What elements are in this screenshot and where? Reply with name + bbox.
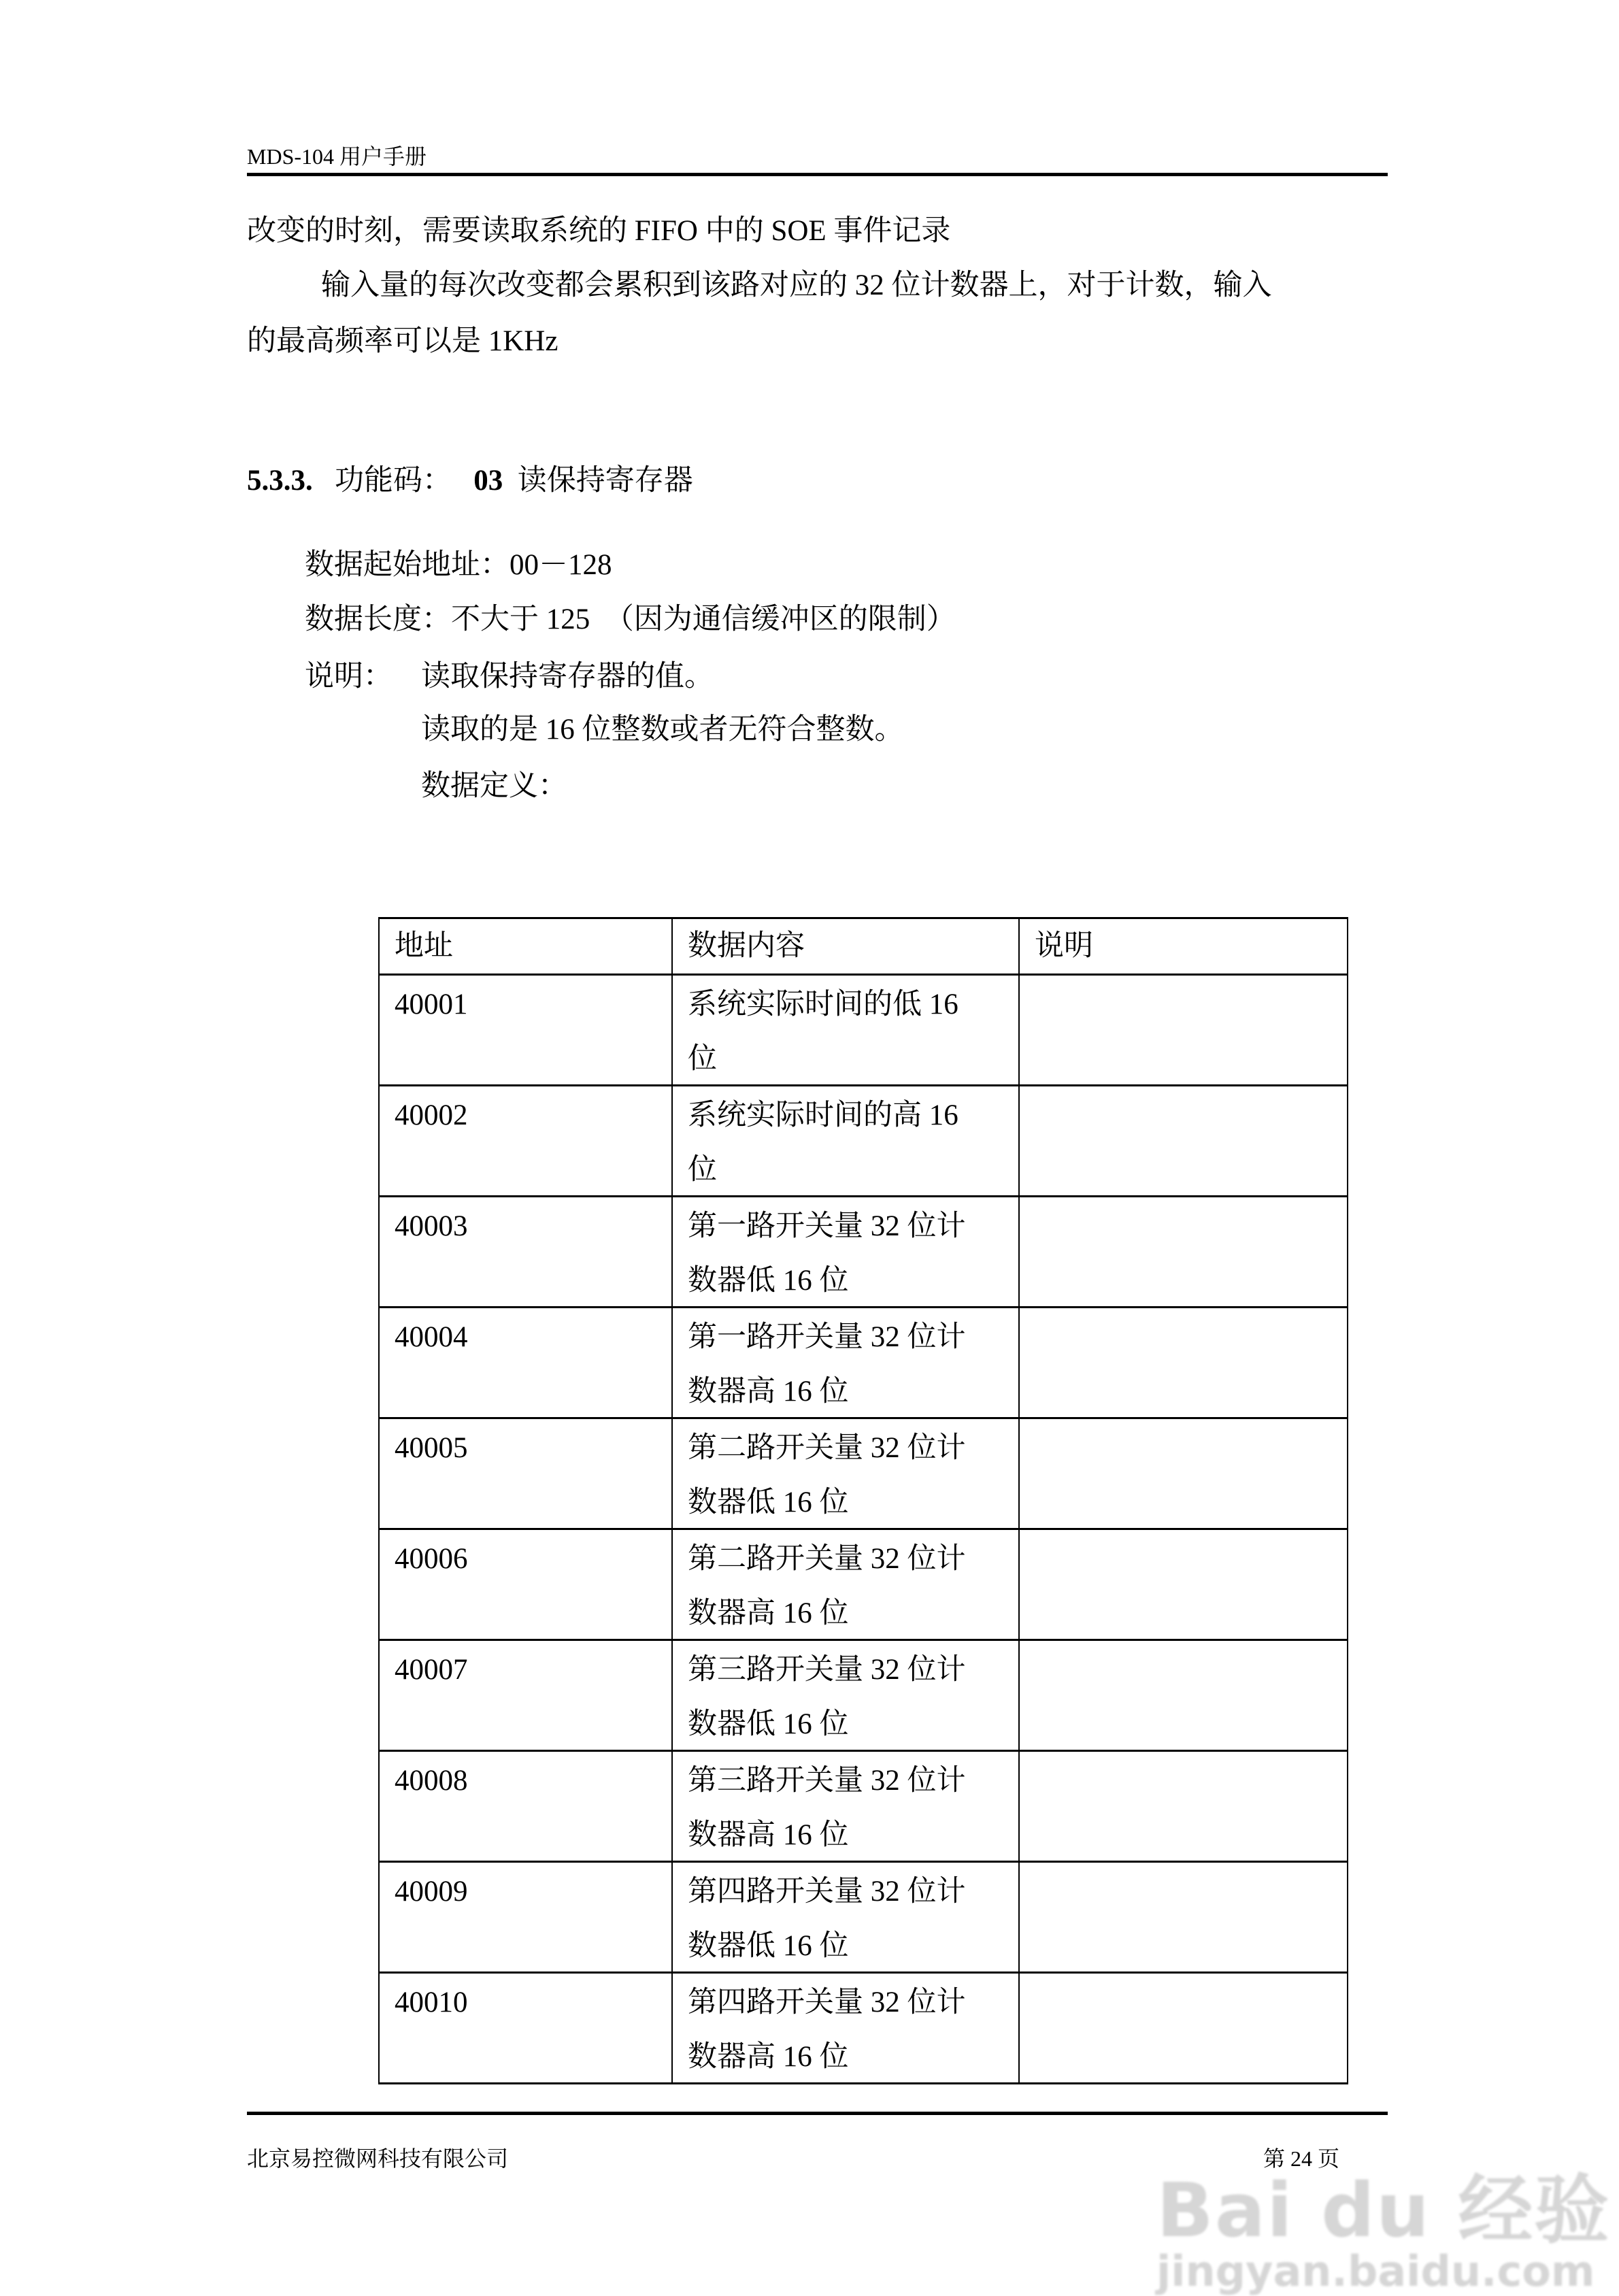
content-line: 第一路开关量 32 位计 xyxy=(688,1321,966,1353)
address-text: 40008 xyxy=(395,1765,468,1797)
content-line: 数器高 16 位 xyxy=(688,1819,849,1851)
address-text: 40006 xyxy=(395,1543,468,1575)
table-row xyxy=(379,1862,1348,1973)
content-line: 数器高 16 位 xyxy=(688,1376,849,1408)
data-definition-label: 数据定义： xyxy=(421,770,567,802)
cell-content xyxy=(672,1308,1019,1418)
cell-note xyxy=(1019,1973,1348,2084)
header-rule xyxy=(247,173,1388,176)
table-row xyxy=(379,1751,1348,1862)
content-line: 第四路开关量 32 位计 xyxy=(688,1986,966,2018)
cell-address xyxy=(379,1418,672,1529)
cell-note xyxy=(1019,1640,1348,1751)
cell-content xyxy=(672,1751,1019,1862)
content-line: 数器低 16 位 xyxy=(688,1486,849,1518)
cell-note xyxy=(1019,1418,1348,1529)
content-line: 系统实际时间的低 16 xyxy=(688,988,958,1020)
document-header-title: MDS-104 用户手册 xyxy=(247,144,427,169)
start-address: 数据起始地址：00－128 xyxy=(305,549,612,581)
cell-note xyxy=(1019,1862,1348,1973)
footer-page-number: 第 24 页 xyxy=(1263,2146,1340,2171)
table-row xyxy=(379,1418,1348,1529)
cell-content xyxy=(672,1640,1019,1751)
watermark-brand: Bai du 经验 xyxy=(1156,2167,1611,2254)
address-text: 40002 xyxy=(395,1099,468,1131)
cell-content xyxy=(672,1973,1019,2084)
section-title: 读保持寄存器 xyxy=(517,465,693,497)
cell-address xyxy=(379,1197,672,1308)
section-heading xyxy=(247,457,693,499)
cell-address xyxy=(379,975,672,1086)
table-header-row xyxy=(379,918,1348,975)
section-title-prefix: 功能码： xyxy=(335,465,452,497)
address-text: 40005 xyxy=(395,1432,468,1464)
address-text: 40003 xyxy=(395,1210,468,1242)
cell-address xyxy=(379,1308,672,1418)
content-line: 第一路开关量 32 位计 xyxy=(688,1210,966,1242)
table-row xyxy=(379,1308,1348,1418)
address-text: 40001 xyxy=(395,988,468,1020)
content-line: 位 xyxy=(688,1154,717,1186)
content-line: 数器低 16 位 xyxy=(688,1930,849,1962)
cell-address xyxy=(379,1751,672,1862)
cell-address xyxy=(379,1086,672,1197)
cell-content xyxy=(672,1862,1019,1973)
table-row xyxy=(379,1086,1348,1197)
cell-content xyxy=(672,1086,1019,1197)
description-text: 读取保持寄存器的值。 xyxy=(421,661,714,693)
description-label: 说明： xyxy=(305,661,393,693)
cell-note xyxy=(1019,1086,1348,1197)
cell-address xyxy=(379,1640,672,1751)
cell-note xyxy=(1019,1308,1348,1418)
address-text: 40009 xyxy=(395,1876,468,1908)
paragraph-line: 改变的时刻，需要读取系统的 FIFO 中的 SOE 事件记录 xyxy=(247,215,951,247)
data-length: 数据长度：不大于 125 （因为通信缓冲区的限制） xyxy=(305,603,956,635)
address-text: 40004 xyxy=(395,1321,468,1353)
footer-company: 北京易控微网科技有限公司 xyxy=(247,2146,509,2171)
content-line: 第二路开关量 32 位计 xyxy=(688,1432,966,1464)
cell-content xyxy=(672,1197,1019,1308)
column-header-content: 数据内容 xyxy=(672,918,1019,975)
content-line: 第三路开关量 32 位计 xyxy=(688,1765,966,1797)
cell-note xyxy=(1019,1529,1348,1640)
content-line: 第四路开关量 32 位计 xyxy=(688,1876,966,1908)
baidu-watermark xyxy=(1156,2167,1611,2296)
table-row xyxy=(379,1973,1348,2084)
column-header-address: 地址 xyxy=(379,918,672,975)
content-line: 数器低 16 位 xyxy=(688,1265,849,1297)
content-line: 位 xyxy=(688,1043,717,1075)
cell-note xyxy=(1019,975,1348,1086)
cell-content xyxy=(672,975,1019,1086)
section-code: 03 xyxy=(473,465,503,497)
watermark-url: jingyan.baidu.com xyxy=(1156,2246,1595,2296)
content-line: 第三路开关量 32 位计 xyxy=(688,1654,966,1686)
address-text: 40010 xyxy=(395,1986,468,2018)
content-line: 系统实际时间的高 16 xyxy=(688,1099,958,1131)
cell-content xyxy=(672,1529,1019,1640)
footer-rule xyxy=(247,2112,1388,2115)
content-line: 数器低 16 位 xyxy=(688,1708,849,1740)
content-line: 第二路开关量 32 位计 xyxy=(688,1543,966,1575)
table-row xyxy=(379,1197,1348,1308)
table-row xyxy=(379,1529,1348,1640)
column-header-note: 说明 xyxy=(1019,918,1348,975)
content-line: 数器高 16 位 xyxy=(688,1597,849,1629)
cell-address xyxy=(379,1973,672,2084)
cell-address xyxy=(379,1862,672,1973)
paragraph-line: 输入量的每次改变都会累积到该路对应的 32 位计数器上，对于计数，输入 xyxy=(321,269,1272,301)
cell-note xyxy=(1019,1197,1348,1308)
cell-address xyxy=(379,1529,672,1640)
paragraph-line: 的最高频率可以是 1KHz xyxy=(247,325,558,357)
register-table xyxy=(378,917,1348,2084)
description-text: 读取的是 16 位整数或者无符合整数。 xyxy=(421,714,904,746)
section-number: 5.3.3. xyxy=(247,465,313,497)
table-row xyxy=(379,975,1348,1086)
address-text: 40007 xyxy=(395,1654,468,1686)
cell-content xyxy=(672,1418,1019,1529)
content-line: 数器高 16 位 xyxy=(688,2041,849,2073)
cell-note xyxy=(1019,1751,1348,1862)
table-row xyxy=(379,1640,1348,1751)
